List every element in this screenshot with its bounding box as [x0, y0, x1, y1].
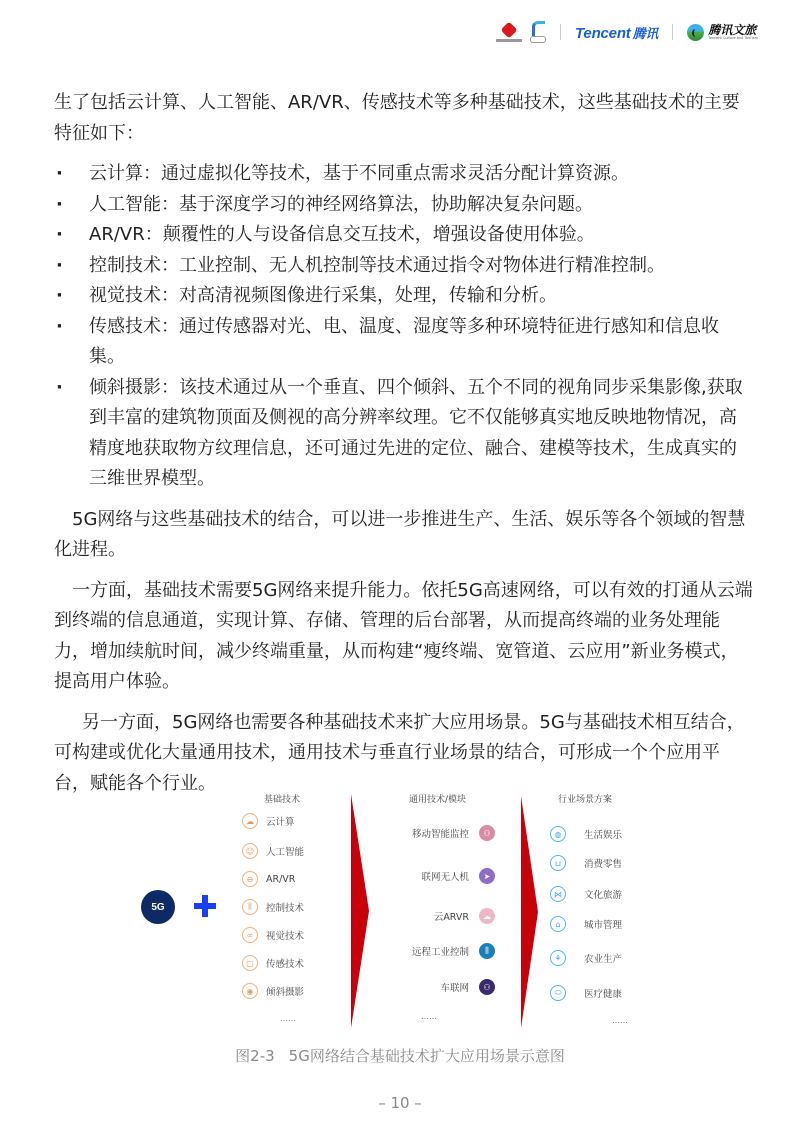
column-title: 基础技术 — [264, 795, 301, 805]
column-title: 行业场景方案 — [558, 795, 613, 805]
general-tech-item: 移动智能监控 ⚇ — [375, 825, 495, 841]
5g-circle: 5G — [141, 890, 175, 924]
more-ellipsis: …… — [421, 1012, 437, 1021]
figure-caption — [0, 1045, 800, 1066]
vr-headset-icon: ⊖ — [242, 871, 258, 887]
beijing-2022-emblem-icon — [528, 21, 546, 43]
body-paragraph: 另一方面，5G网络也需要各种基础技术来扩大应用场景。5G与基础技术相互结合，可构建或优化大量通用技术，通用技术与垂直行业场景的结合，可形成一个个应用平台，赋能各个行业。 — [54, 711, 745, 794]
column-industry-scenarios — [550, 782, 680, 1032]
industry-item: ⊔ 消费零售 — [550, 855, 622, 871]
industry-item: ⬭ 医疗健康 — [550, 985, 622, 1001]
list-item: · 控制技术：工业控制、无人机控制等技术通过指令对物体进行精准控制。 — [54, 251, 754, 282]
industry-item: ⚘ 农业生产 — [550, 950, 622, 966]
wenlv-logo-cn: 腾讯文旅 — [708, 22, 757, 37]
sensor-icon: ▢ — [242, 955, 258, 971]
sliders-icon: ⫼ — [242, 899, 258, 915]
tencent-logo — [575, 23, 658, 42]
industry-item: ⌂ 城市管理 — [550, 916, 622, 932]
arrow-right-icon — [351, 794, 369, 1028]
general-tech-item: 车联网 ⚇ — [375, 979, 495, 995]
base-tech-item: ⫼ 控制技术 — [242, 899, 304, 915]
list-item: · 人工智能：基于深度学习的神经网络算法，协助解决复杂问题。 — [54, 190, 754, 221]
base-tech-item: ▢ 传感技术 — [242, 955, 304, 971]
general-tech-item: 联网无人机 ➤ — [375, 868, 495, 884]
feature-list — [54, 159, 754, 495]
body-paragraph: 5G网络与这些基础技术的结合，可以进一步推进生产、生活、娱乐等各个领域的智慧化进程。 — [54, 508, 746, 560]
figure-number: 图2-3 — [235, 1047, 275, 1065]
city-building-icon: ⌂ — [550, 916, 566, 932]
wenlv-mark-icon — [687, 24, 704, 41]
column-base-tech — [242, 782, 352, 1032]
pill-icon: ⬭ — [550, 985, 566, 1001]
header-divider — [560, 24, 561, 40]
more-ellipsis: …… — [280, 1014, 296, 1023]
figure-diagram — [130, 782, 700, 1032]
shopping-bag-icon: ⊔ — [550, 855, 566, 871]
tencent-wenlv-logo — [687, 24, 758, 41]
column-general-tech — [375, 782, 495, 1032]
base-tech-item: ◉ 倾斜摄影 — [242, 983, 304, 999]
base-tech-item: ☁ 云计算 — [242, 813, 295, 829]
unicom-logo — [496, 21, 546, 43]
cloud-icon: ☁ — [242, 813, 258, 829]
page-header — [496, 14, 758, 50]
plus-icon — [194, 895, 216, 917]
page-number: – 10 – — [378, 1094, 422, 1112]
list-item: · 倾斜摄影：该技术通过从一个垂直、四个倾斜、五个不同的视角同步采集影像,获取到丰富的建筑物顶面及侧视的高分辨率纹理。它不仅能够真实地反映地物情况，高精度地获取物方纹理信息，还可通过先进的定位、融合、建模等技术，生成真实的三维世界模型。 — [54, 373, 754, 495]
intro-paragraph: 生了包括云计算、人工智能、AR/VR、传感技术等多种基础技术，这些基础技术的主要特征如下： — [54, 92, 740, 144]
list-item: · 视觉技术：对高清视频图像进行采集，处理，传输和分析。 — [54, 281, 754, 312]
general-tech-item: 云ARVR ☁ — [375, 908, 495, 924]
car-network-icon: ⚇ — [479, 979, 495, 995]
base-tech-item: ∞ 视觉技术 — [242, 927, 304, 943]
body-content — [54, 88, 754, 799]
general-tech-item: 远程工业控制 ⫼ — [375, 943, 495, 959]
arrow-right-icon — [521, 796, 539, 1030]
plant-icon: ⚘ — [550, 950, 566, 966]
travel-icon: ⋈ — [550, 886, 566, 902]
control-sliders-icon: ⫼ — [479, 943, 495, 959]
cloud-icon: ☁ — [479, 908, 495, 924]
more-ellipsis: …… — [612, 1016, 628, 1025]
drone-send-icon: ➤ — [479, 868, 495, 884]
camera-icon: ◉ — [242, 983, 258, 999]
list-item: · 传感技术：通过传感器对光、电、温度、湿度等多种环境特征进行感知和信息收集。 — [54, 312, 754, 373]
glasses-icon: ∞ — [242, 927, 258, 943]
industry-item: ⋈ 文化旅游 — [550, 886, 622, 902]
base-tech-item: ⊖ AR/VR — [242, 871, 295, 887]
entertainment-icon: ◍ — [550, 826, 566, 842]
wenlv-logo-en: Tencent Culture and Tourism — [708, 35, 758, 40]
body-paragraph: 一方面，基础技术需要5G网络来提升能力。依托5G高速网络，可以有效的打通从云端到终端的信息通道，实现计算、存储、管理的后台部署，从而提高终端的业务处理能力，增加续航时间，减少终端重量，从而构建“瘦终端、宽管道、云应用”新业务模式，提高用户体验。 — [54, 579, 753, 692]
tencent-logo-text: Tencent — [575, 24, 631, 42]
list-item: · AR/VR：颠覆性的人与设备信息交互技术，增强设备使用体验。 — [54, 220, 754, 251]
list-item: · 云计算：通过虚拟化等技术，基于不同重点需求灵活分配计算资源。 — [54, 159, 754, 190]
unicom-knot-icon — [496, 22, 522, 42]
figure-caption-text: 5G网络结合基础技术扩大应用场景示意图 — [288, 1047, 565, 1065]
tencent-logo-cn: 腾讯 — [632, 25, 659, 41]
column-title: 通用技术/模块 — [409, 795, 467, 805]
base-tech-item: ☺ 人工智能 — [242, 843, 304, 859]
monitor-network-icon: ⚇ — [479, 825, 495, 841]
industry-item: ◍ 生活娱乐 — [550, 826, 622, 842]
header-divider — [672, 24, 673, 40]
person-icon: ☺ — [242, 843, 258, 859]
